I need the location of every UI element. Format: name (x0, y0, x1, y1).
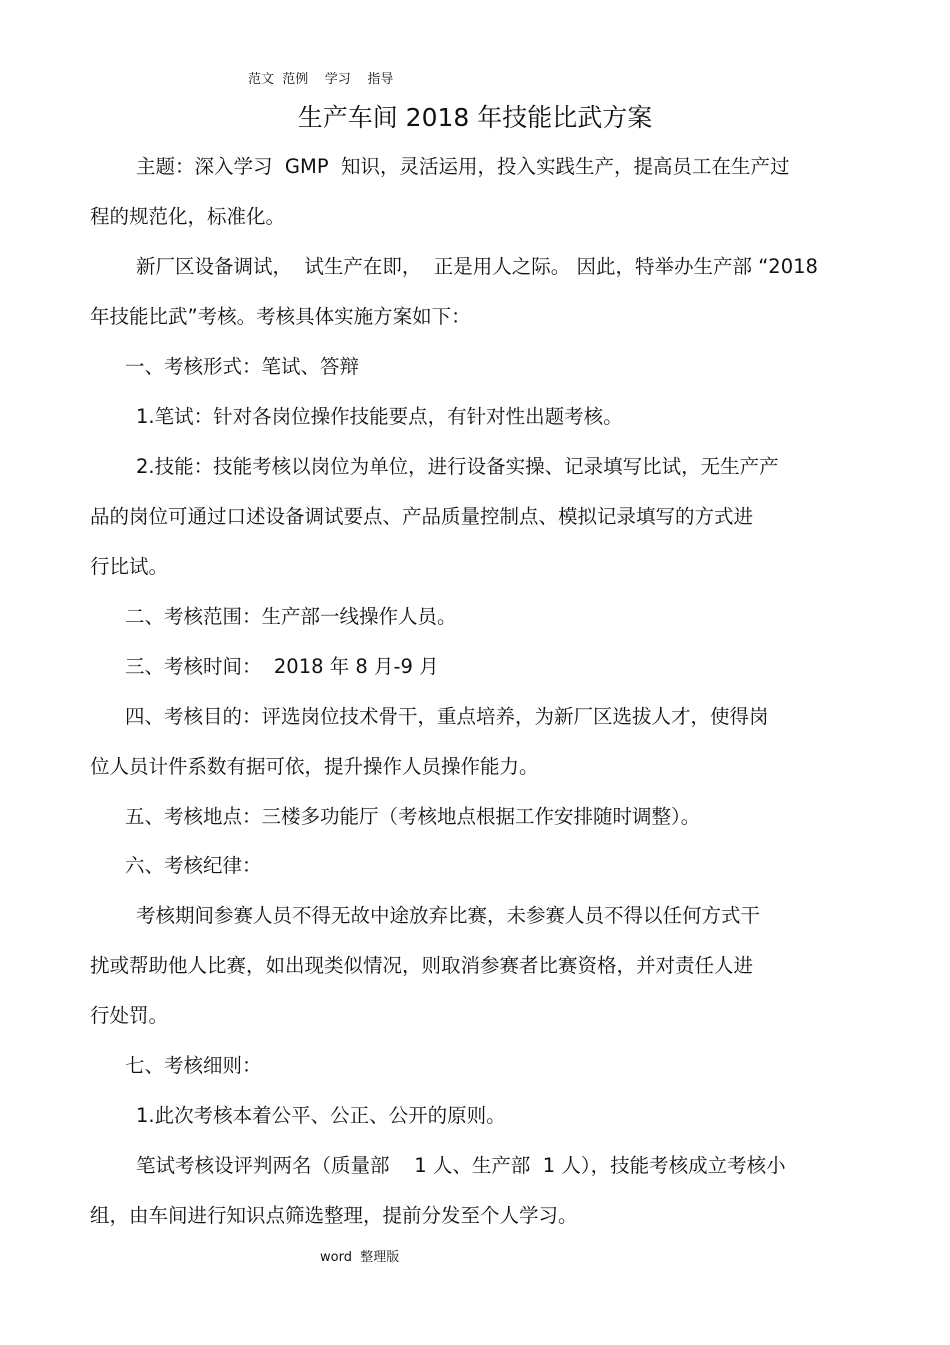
paragraph-line: 笔试考核设评判两名（质量部 1 人、生产部 1 人），技能考核成立考核小 (136, 1154, 786, 1177)
section-heading: 五、考核地点：三楼多功能厅（考核地点根据工作安排随时调整）。 (125, 805, 701, 828)
section-heading: 一、考核形式：笔试、答辩 (125, 355, 360, 378)
paragraph-line: 1.此次考核本着公平、公正、公开的原则。 (136, 1104, 506, 1127)
paragraph-line: 2.技能：技能考核以岗位为单位，进行设备实操、记录填写比试，无生产产 (136, 455, 779, 478)
paragraph-line: 组，由车间进行知识点筛选整理，提前分发至个人学习。 (90, 1204, 578, 1227)
section-heading: 四、考核目的：评选岗位技术骨干，重点培养，为新厂区选拔人才，使得岗 (125, 705, 769, 728)
paragraph-line: 年技能比武”考核。考核具体实施方案如下： (90, 305, 471, 328)
paragraph-line: 考核期间参赛人员不得无故中途放弃比赛，未参赛人员不得以任何方式干 (136, 904, 761, 927)
paragraph-line: 行处罚。 (90, 1004, 169, 1027)
section-heading: 七、考核细则： (125, 1054, 262, 1077)
paragraph-line: 位人员计件系数有据可依，提升操作人员操作能力。 (90, 755, 539, 778)
section-heading: 三、考核时间： 2018 年 8 月-9 月 (125, 655, 439, 678)
section-heading: 二、考核范围：生产部一线操作人员。 (125, 605, 457, 628)
paragraph-line: 1.笔试：针对各岗位操作技能要点，有针对性出题考核。 (136, 405, 623, 428)
page-title: 生产车间 2018 年技能比武方案 (297, 103, 653, 132)
section-heading: 六、考核纪律： (125, 854, 262, 877)
paragraph-line: 扰或帮助他人比赛，如出现类似情况，则取消参赛者比赛资格，并对责任人进 (90, 954, 754, 977)
footer-tag: word 整理版 (320, 1250, 400, 1265)
paragraph-line: 程的规范化，标准化。 (90, 205, 286, 228)
paragraph-line: 品的岗位可通过口述设备调试要点、产品质量控制点、模拟记录填写的方式进 (90, 505, 754, 528)
paragraph-line: 主题：深入学习 GMP 知识，灵活运用，投入实践生产，提高员工在生产过 (136, 155, 790, 178)
paragraph-line: 新厂区设备调试， 试生产在即， 正是用人之际。 因此，特举办生产部 “2018 (136, 255, 818, 278)
paragraph-line: 行比试。 (90, 555, 169, 578)
header-tag: 范文 范例 学习 指导 (248, 72, 394, 87)
